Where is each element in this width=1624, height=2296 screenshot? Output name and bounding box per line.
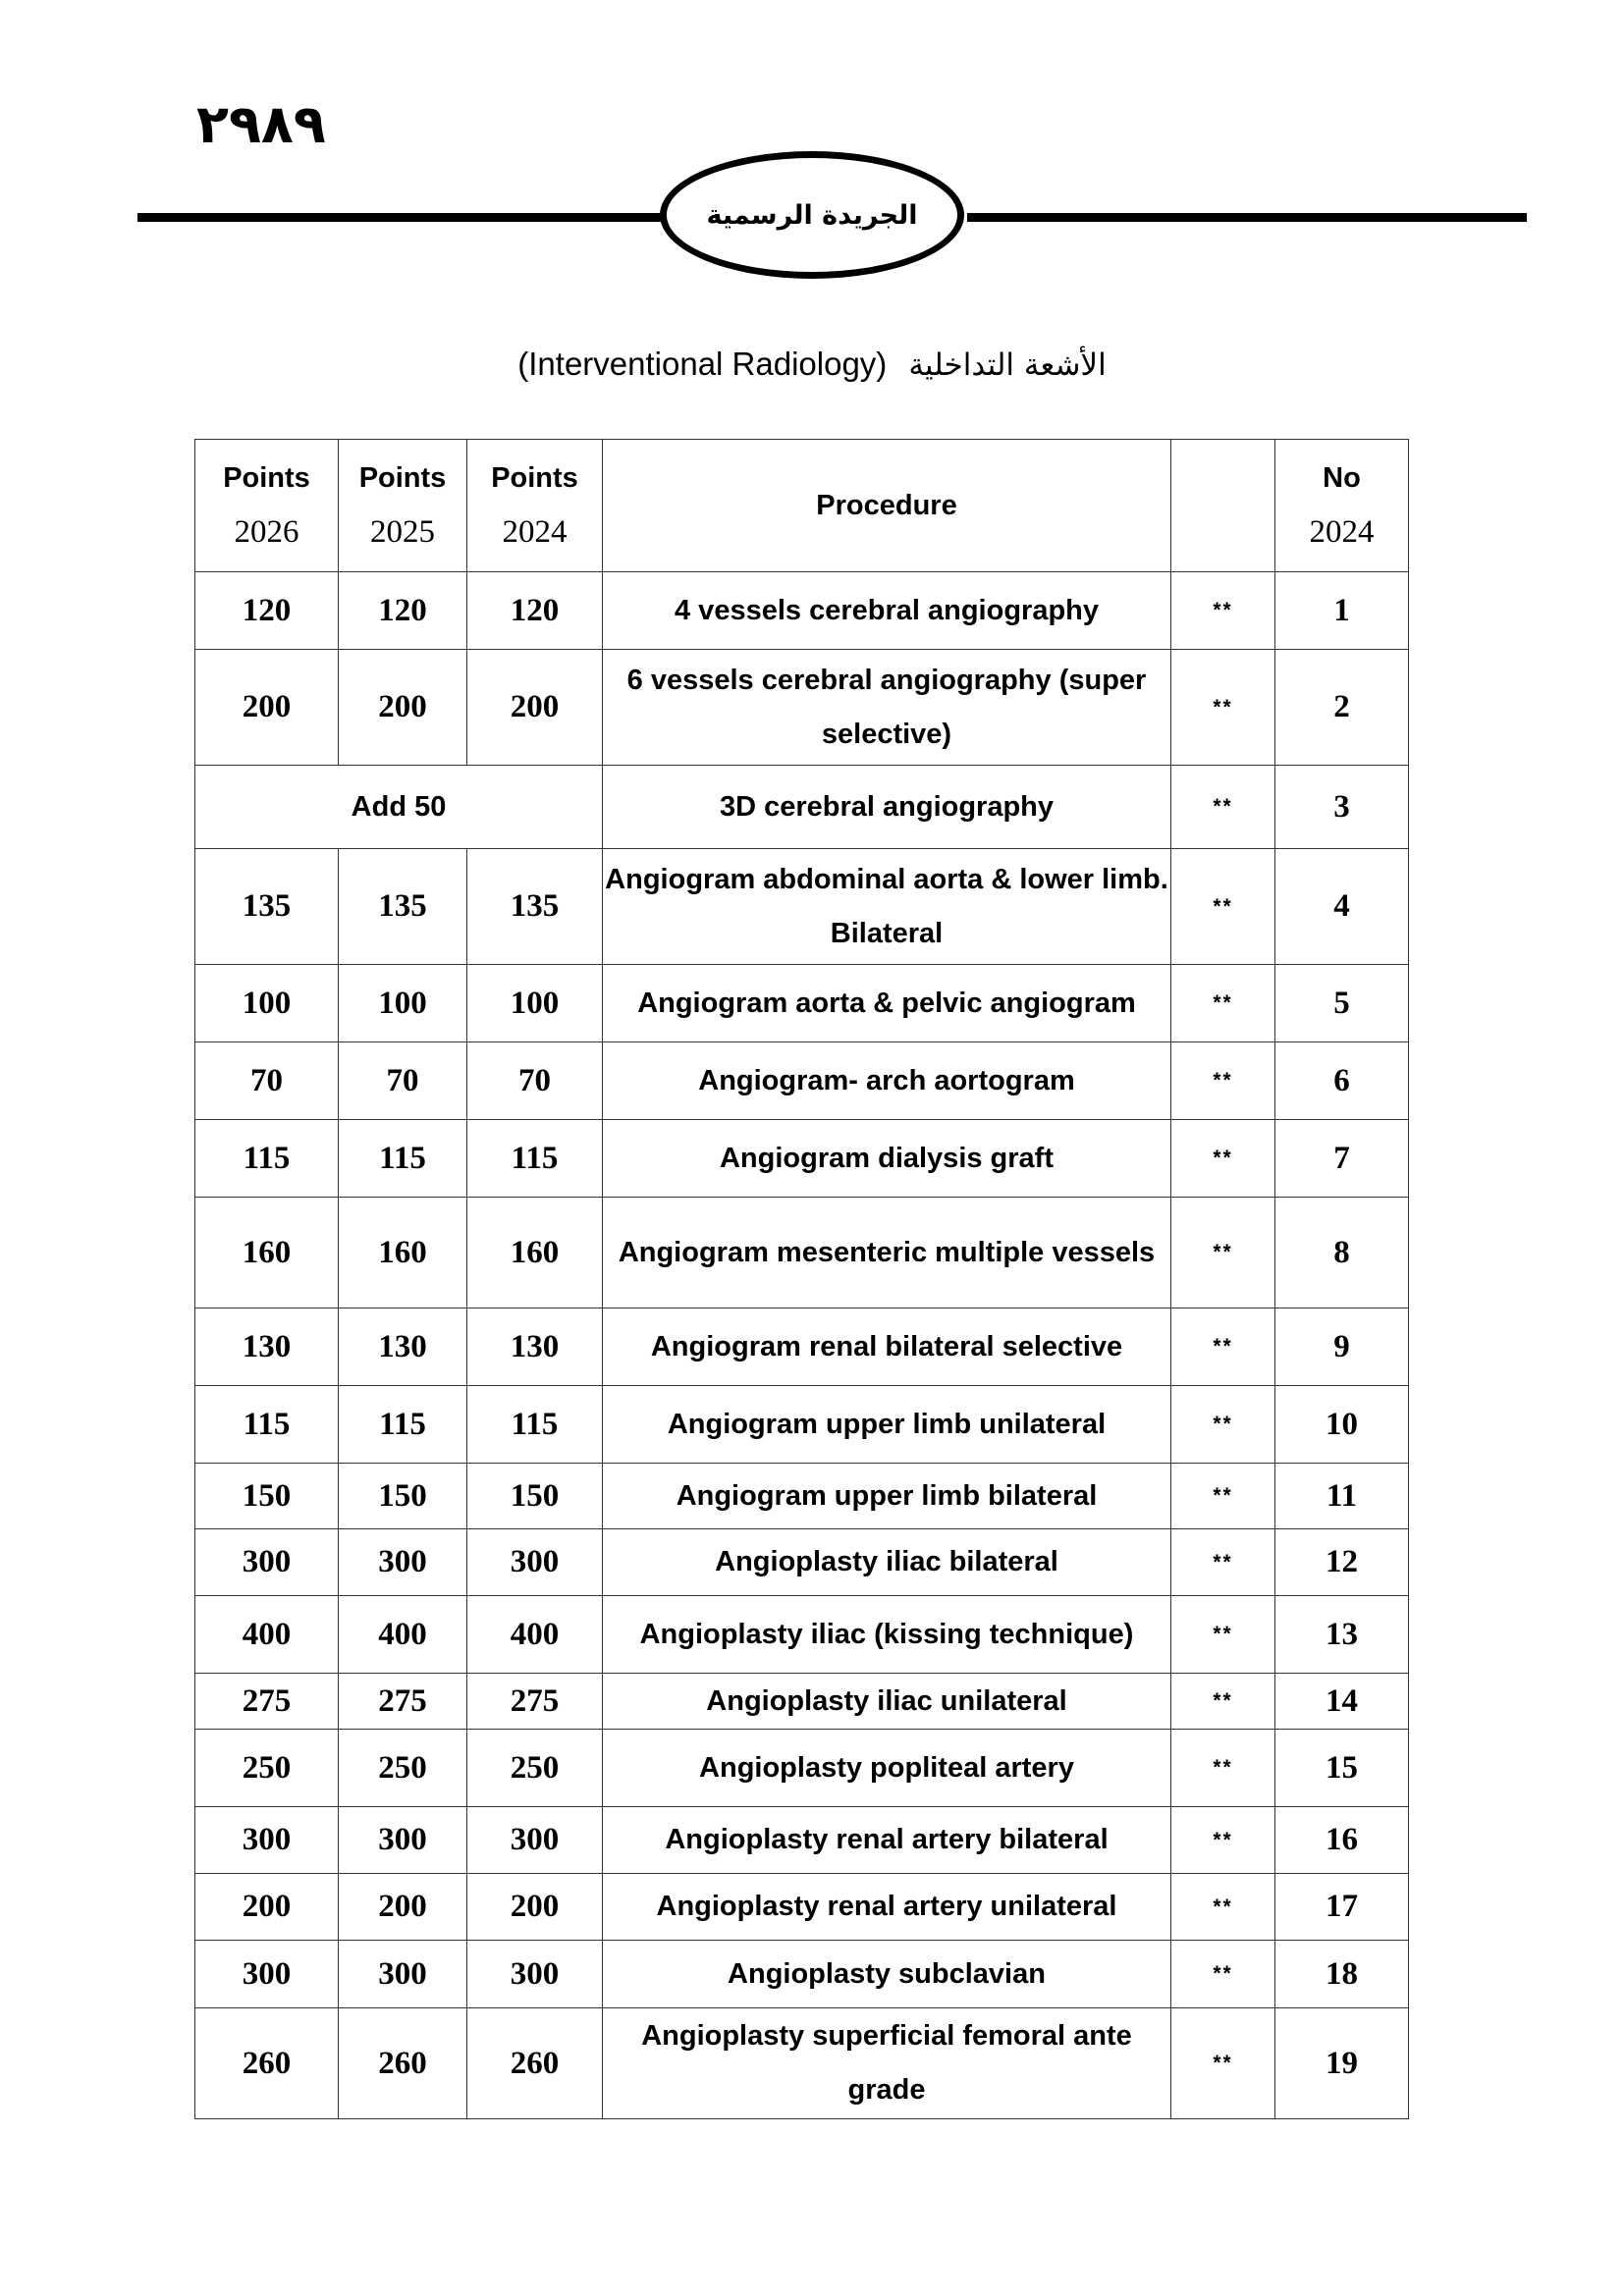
header-points-2025	[339, 440, 467, 572]
procedure-cell: Angioplasty subclavian	[603, 1941, 1171, 2008]
points-2026-cell: 115	[195, 1386, 339, 1464]
procedure-cell: Angioplasty iliac unilateral	[603, 1674, 1171, 1730]
mark-cell: **	[1171, 1674, 1275, 1730]
table-row	[195, 849, 1409, 965]
header-points-2026	[195, 440, 339, 572]
header-year: 2025	[370, 514, 435, 550]
header-points-label: Points	[223, 462, 310, 494]
procedure-cell: Angiogram abdominal aorta & lower limb. Bilateral	[603, 849, 1171, 965]
procedure-cell: Angioplasty renal artery unilateral	[603, 1874, 1171, 1941]
points-2024-cell: 275	[467, 1674, 603, 1730]
procedure-cell: Angioplasty iliac bilateral	[603, 1529, 1171, 1596]
table-row	[195, 650, 1409, 766]
procedure-cell: 6 vessels cerebral angiography (super selective)	[603, 650, 1171, 766]
table-row	[195, 1596, 1409, 1674]
header-points-label: Points	[358, 462, 447, 494]
row-number-cell: 8	[1275, 1198, 1409, 1308]
masthead-oval	[660, 151, 964, 279]
mark-cell: **	[1171, 1941, 1275, 2008]
row-number-cell: 13	[1275, 1596, 1409, 1674]
points-2026-cell: 135	[195, 849, 339, 965]
mark-cell: **	[1171, 849, 1275, 965]
points-2024-cell: 130	[467, 1308, 603, 1386]
points-2025-cell: 130	[339, 1308, 467, 1386]
points-2024-cell: 115	[467, 1120, 603, 1198]
mark-cell: **	[1171, 1874, 1275, 1941]
row-number-cell: 5	[1275, 965, 1409, 1042]
points-2026-cell: 260	[195, 2008, 339, 2119]
points-2025-cell: 260	[339, 2008, 467, 2119]
points-2024-cell: 200	[467, 650, 603, 766]
points-2024-cell: 300	[467, 1941, 603, 2008]
points-2025-cell: 120	[339, 572, 467, 650]
points-2026-cell: 150	[195, 1464, 339, 1529]
row-number-cell: 18	[1275, 1941, 1409, 2008]
mark-cell: **	[1171, 1529, 1275, 1596]
points-2026-cell: 250	[195, 1730, 339, 1807]
mark-cell: **	[1171, 965, 1275, 1042]
points-2024-cell: 260	[467, 2008, 603, 2119]
row-number-cell: 9	[1275, 1308, 1409, 1386]
mark-cell: **	[1171, 1464, 1275, 1529]
section-title-en: (Interventional Radiology)	[517, 346, 888, 382]
points-2024-cell: 400	[467, 1596, 603, 1674]
row-number-cell: 17	[1275, 1874, 1409, 1941]
points-2024-cell: 70	[467, 1042, 603, 1120]
table-row	[195, 1198, 1409, 1308]
points-2025-cell: 115	[339, 1386, 467, 1464]
section-title-ar: الأشعة التداخلية	[908, 347, 1107, 383]
points-2024-cell: 300	[467, 1807, 603, 1874]
row-number-cell: 6	[1275, 1042, 1409, 1120]
table-row	[195, 1308, 1409, 1386]
header-year: 2026	[234, 514, 299, 550]
table-row	[195, 1730, 1409, 1807]
points-2026-cell: 200	[195, 650, 339, 766]
table-row	[195, 1874, 1409, 1941]
section-title	[0, 346, 1624, 383]
mark-cell: **	[1171, 1308, 1275, 1386]
row-number-cell: 2	[1275, 650, 1409, 766]
procedure-cell: 4 vessels cerebral angiography	[603, 572, 1171, 650]
procedure-cell: Angiogram upper limb unilateral	[603, 1386, 1171, 1464]
points-2025-cell: 300	[339, 1941, 467, 2008]
points-2024-cell: 115	[467, 1386, 603, 1464]
procedure-cell: 3D cerebral angiography	[603, 766, 1171, 849]
procedure-cell: Angioplasty renal artery bilateral	[603, 1807, 1171, 1874]
page-number: ٢٩٨٩	[196, 93, 326, 155]
header-no	[1275, 440, 1409, 572]
points-2025-cell: 250	[339, 1730, 467, 1807]
points-2026-cell: 130	[195, 1308, 339, 1386]
row-number-cell: 12	[1275, 1529, 1409, 1596]
points-2024-cell: 160	[467, 1198, 603, 1308]
table-row	[195, 1464, 1409, 1529]
masthead-title: الجريدة الرسمية	[706, 199, 918, 231]
points-2026-cell: 300	[195, 1529, 339, 1596]
header-procedure-label: Procedure	[816, 489, 957, 521]
points-2025-cell: 300	[339, 1529, 467, 1596]
table-row	[195, 1529, 1409, 1596]
points-2025-cell: 200	[339, 1874, 467, 1941]
points-2026-cell: 115	[195, 1120, 339, 1198]
masthead-rule-right	[967, 213, 1527, 222]
row-number-cell: 1	[1275, 572, 1409, 650]
row-number-cell: 14	[1275, 1674, 1409, 1730]
table-row	[195, 1674, 1409, 1730]
points-2025-cell: 70	[339, 1042, 467, 1120]
mark-cell: **	[1171, 2008, 1275, 2119]
procedure-cell: Angiogram renal bilateral selective	[603, 1308, 1171, 1386]
table-row	[195, 1120, 1409, 1198]
table-row	[195, 1807, 1409, 1874]
table-row	[195, 1941, 1409, 2008]
points-2024-cell: 150	[467, 1464, 603, 1529]
header-points-2024	[467, 440, 603, 572]
row-number-cell: 3	[1275, 766, 1409, 849]
row-number-cell: 4	[1275, 849, 1409, 965]
row-number-cell: 11	[1275, 1464, 1409, 1529]
procedure-cell: Angioplasty superficial femoral ante grade	[603, 2008, 1171, 2119]
procedure-points-table	[194, 439, 1409, 2119]
header-no-year: 2024	[1309, 514, 1375, 550]
table-row	[195, 1386, 1409, 1464]
row-number-cell: 15	[1275, 1730, 1409, 1807]
points-2026-cell: 70	[195, 1042, 339, 1120]
points-2025-cell: 115	[339, 1120, 467, 1198]
addon-points-cell: Add 50	[195, 766, 603, 849]
header-year: 2024	[502, 514, 568, 550]
mark-cell: **	[1171, 1730, 1275, 1807]
points-2025-cell: 400	[339, 1596, 467, 1674]
procedure-cell: Angiogram dialysis graft	[603, 1120, 1171, 1198]
mark-cell: **	[1171, 1042, 1275, 1120]
points-2024-cell: 135	[467, 849, 603, 965]
procedure-cell: Angiogram aorta & pelvic angiogram	[603, 965, 1171, 1042]
points-2025-cell: 275	[339, 1674, 467, 1730]
mark-cell: **	[1171, 650, 1275, 766]
header-no-label: No	[1323, 462, 1361, 494]
mark-cell: **	[1171, 1596, 1275, 1674]
row-number-cell: 16	[1275, 1807, 1409, 1874]
mark-cell: **	[1171, 572, 1275, 650]
row-number-cell: 7	[1275, 1120, 1409, 1198]
points-2025-cell: 300	[339, 1807, 467, 1874]
procedure-cell: Angioplasty popliteal artery	[603, 1730, 1171, 1807]
header-mark	[1171, 440, 1275, 572]
points-2026-cell: 275	[195, 1674, 339, 1730]
points-2026-cell: 120	[195, 572, 339, 650]
points-2024-cell: 120	[467, 572, 603, 650]
points-2026-cell: 400	[195, 1596, 339, 1674]
points-2025-cell: 160	[339, 1198, 467, 1308]
points-2026-cell: 100	[195, 965, 339, 1042]
table-row	[195, 965, 1409, 1042]
points-2025-cell: 150	[339, 1464, 467, 1529]
points-2025-cell: 135	[339, 849, 467, 965]
points-2026-cell: 300	[195, 1941, 339, 2008]
header-procedure	[603, 440, 1171, 572]
procedure-cell: Angiogram- arch aortogram	[603, 1042, 1171, 1120]
table-row	[195, 2008, 1409, 2119]
table-row	[195, 1042, 1409, 1120]
procedure-cell: Angiogram mesenteric multiple vessels	[603, 1198, 1171, 1308]
header-points-label: Points	[491, 462, 578, 494]
points-2026-cell: 160	[195, 1198, 339, 1308]
mark-cell: **	[1171, 1807, 1275, 1874]
points-2024-cell: 300	[467, 1529, 603, 1596]
row-number-cell: 19	[1275, 2008, 1409, 2119]
points-2024-cell: 100	[467, 965, 603, 1042]
mark-cell: **	[1171, 1120, 1275, 1198]
points-2024-cell: 200	[467, 1874, 603, 1941]
table-row	[195, 766, 1409, 849]
points-2026-cell: 200	[195, 1874, 339, 1941]
points-2025-cell: 200	[339, 650, 467, 766]
points-2024-cell: 250	[467, 1730, 603, 1807]
row-number-cell: 10	[1275, 1386, 1409, 1464]
mark-cell: **	[1171, 1386, 1275, 1464]
procedure-cell: Angioplasty iliac (kissing technique)	[603, 1596, 1171, 1674]
table-header-row	[195, 440, 1409, 572]
table-row	[195, 572, 1409, 650]
points-2025-cell: 100	[339, 965, 467, 1042]
mark-cell: **	[1171, 766, 1275, 849]
masthead-rule-left	[137, 213, 663, 222]
procedure-cell: Angiogram upper limb bilateral	[603, 1464, 1171, 1529]
points-2026-cell: 300	[195, 1807, 339, 1874]
mark-cell: **	[1171, 1198, 1275, 1308]
